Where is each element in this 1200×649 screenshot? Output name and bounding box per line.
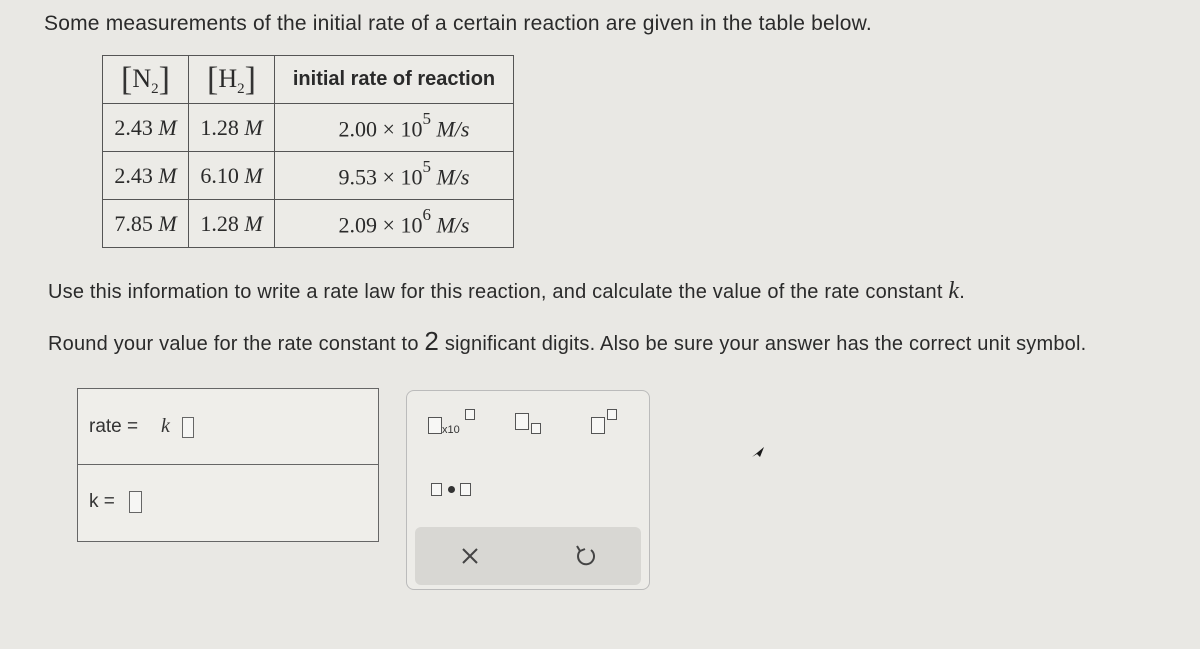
rate-k-label: k (161, 415, 170, 437)
header-n2: $[N_2]$ (103, 56, 189, 104)
superscript-button[interactable] (587, 407, 631, 441)
cell-n2: 2.43 M (103, 104, 189, 152)
cell-h2: 1.28 M (189, 104, 275, 152)
scientific-notation-button[interactable]: x10 (425, 407, 485, 441)
k-label: k = (89, 491, 115, 512)
cell-rate: $9.53 \times 10^5$ M/s (275, 152, 514, 200)
clear-icon[interactable] (455, 541, 485, 571)
undo-icon[interactable] (570, 541, 600, 571)
palette-action-bar (415, 527, 641, 585)
answer-box (77, 388, 379, 542)
intro-text: Some measurements of the initial rate of a certain reaction are given in the table below. (44, 12, 872, 35)
cell-n2: 7.85 M (103, 200, 189, 248)
cell-n2: 2.43 M (103, 152, 189, 200)
instruction-line-1: Use this information to write a rate law for this reaction, and calculate the value of the rate constant k. (48, 278, 965, 304)
rate-label: rate = (89, 416, 139, 437)
rate-law-row (78, 389, 378, 465)
cell-rate: $2.09 \times 10^6$ M/s (275, 200, 514, 248)
instruction-line-2: Round your value for the rate constant to 2 significant digits. Also be sure your answer has the correct unit symbol. (48, 326, 1087, 356)
subscript-button[interactable] (511, 407, 555, 441)
table-row (103, 104, 514, 152)
k-value-input[interactable] (129, 491, 142, 513)
table-row (103, 152, 514, 200)
table-header-row (103, 56, 514, 104)
mouse-cursor-icon (750, 445, 766, 464)
cell-h2: 6.10 M (189, 152, 275, 200)
cell-h2: 1.28 M (189, 200, 275, 248)
header-h2: $[H_2]$ (189, 56, 275, 104)
multiply-dot-button[interactable] (425, 475, 475, 505)
rate-law-input[interactable] (182, 417, 194, 438)
cell-rate: $2.00 \times 10^5$ M/s (275, 104, 514, 152)
k-value-row (78, 465, 378, 540)
rate-data-table (102, 55, 514, 248)
math-palette (406, 390, 650, 590)
table-row (103, 200, 514, 248)
header-initial-rate: initial rate of reaction (275, 56, 514, 104)
